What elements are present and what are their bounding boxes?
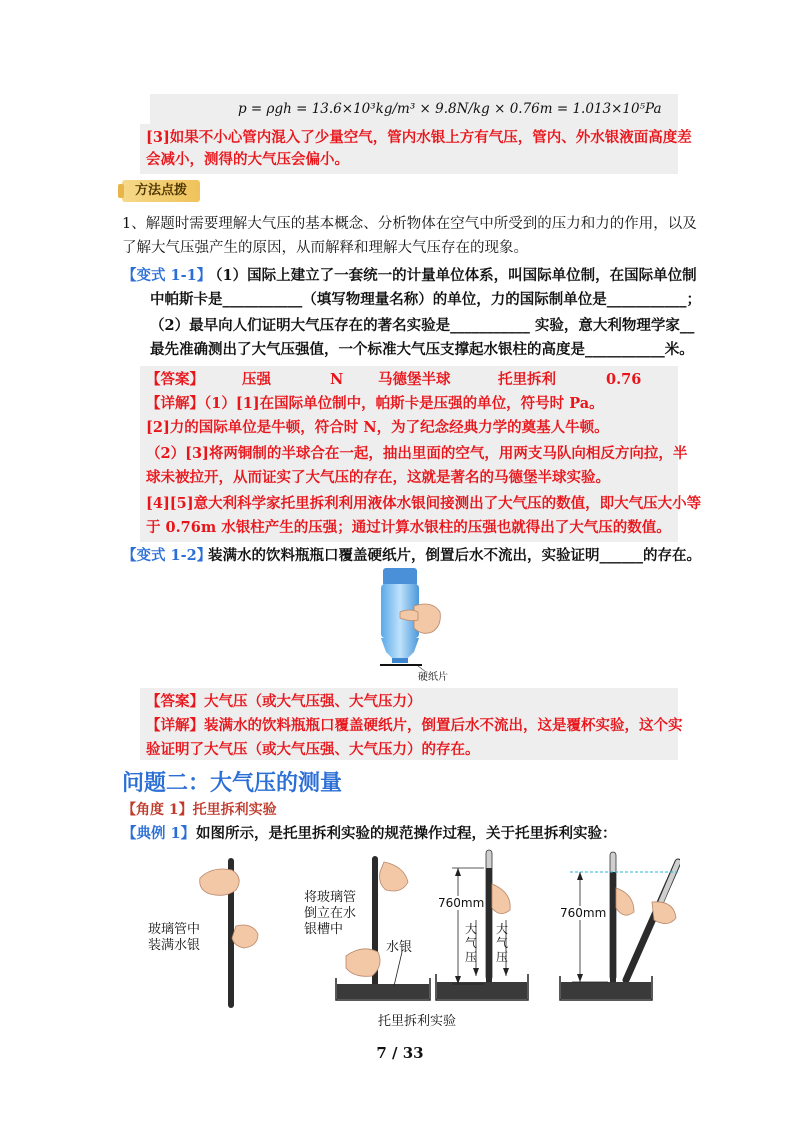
variant-1-2-text: 装满水的饮料瓶瓶口覆盖硬纸片，倒置后水不流出，实验证明______的存在。 (208, 547, 701, 564)
example-1-text: 如图所示，是托里拆利实验的规范操作过程，关于托里拆利实验： (196, 825, 617, 842)
variant-1-1-line2: 中帕斯卡是___________（填写物理量名称）的单位，力的国际制单位是___________； (150, 291, 701, 308)
method-line2: 了解大气压强产生的原因，从而解释和理解大气压存在的现象。 (122, 240, 528, 256)
method-badge: 方法点拨 (122, 180, 200, 202)
formula-text: p = ρgh = 13.6×10³kg/m³ × 9.8N/kg × 0.76m = 1.013×10⁵Pa (238, 101, 662, 117)
detail-1-1-line6: 于 0.76m 水银柱产生的压强；通过计算水银柱的压强也就得出了大气压的数值。 (146, 519, 671, 536)
figure-caption: 托里拆利实验 (378, 1014, 457, 1029)
detail-1-1-line3: （2）[3]将两铜制的半球合在一起，抽出里面的空气，用两支马队向相反方向拉，半 (146, 445, 688, 462)
answer-1-2-line3: 验证明了大气压（或大气压强、大气压力）的存在。 (146, 741, 480, 758)
figure-label-b1: 将玻璃管 (304, 890, 357, 905)
figure-label-atm-left: 大气压 (465, 922, 478, 964)
variant-1-1-line1: （1）国际上建立了一套统一的计量单位体系，叫国际单位制，在国际单位制 (208, 267, 697, 284)
note3-line2: 会减小，测得的大气压会偏小。 (146, 151, 349, 168)
answer-1-2-line1: 【答案】大气压（或大气压强、大气压力） (146, 693, 422, 710)
figure-label-b2: 倒立在水 (304, 906, 357, 921)
figure-label-a2: 装满水银 (148, 938, 201, 953)
variant-1-1-line4: 最先准确测出了大气压强值，一个标准大气压支撑起水银柱的高度是___________米。 (150, 341, 694, 358)
inverted-bottle-figure (370, 566, 470, 682)
detail-1-1-line1: 【详解】（1）[1]在国际单位制中，帕斯卡是压强的单位，符号时 Pa。 (146, 395, 604, 412)
angle-1-label: 【角度 1】托里拆利实验 (122, 802, 277, 818)
figure-label-mercury: 水银 (386, 940, 413, 955)
torricelli-figure (140, 848, 680, 1018)
example-1-tag: 【典例 1】 (122, 825, 196, 842)
figure-label-760-right: 760mm (560, 906, 607, 920)
variant-1-2-tag: 【变式 1-2】 (122, 547, 212, 564)
answer-1-2-line2: 【详解】装满水的饮料瓶瓶口覆盖硬纸片，倒置后水不流出，这是覆杯实验，这个实 (146, 717, 683, 734)
figure-label-a1: 玻璃管中 (148, 922, 201, 937)
note3-line1: [3]如果不小心管内混入了少量空气，管内水银上方有气压，管内、外水银液面高度差 (146, 129, 692, 146)
detail-1-1-line5: [4][5]意大利科学家托里拆利利用液体水银间接测出了大气压的数值，即大气压大小等 (146, 495, 702, 512)
answer-1-1-tag: 【答案】 (146, 371, 204, 388)
section-heading: 问题二：大气压的测量 (122, 771, 343, 796)
figure-label-atm-right: 大气压 (496, 922, 509, 964)
answer-1-1-a3: 马德堡半球 (378, 371, 451, 388)
answer-1-1-a2: N (330, 371, 344, 388)
detail-1-1-line4: 球未被拉开，从而证实了大气压的存在，这就是著名的马德堡半球实验。 (146, 469, 610, 486)
figure-label-760-left: 760mm (438, 896, 485, 910)
cardboard-label: 硬纸片 (418, 672, 448, 683)
variant-1-1-line3: （2）最早向人们证明大气压存在的著名实验是___________ 实验，意大利物理学家__ (150, 317, 695, 334)
detail-1-1-line2: [2]力的国际单位是牛顿，符合时 N，为了纪念经典力学的奠基人牛顿。 (146, 419, 609, 436)
answer-1-1-a5: 0.76 (606, 371, 642, 388)
method-line1: 1、解题时需要理解大气压的基本概念、分析物体在空气中所受到的压力和力的作用，以及 (122, 216, 697, 232)
answer-1-1-a4: 托里拆利 (498, 371, 556, 388)
page-number: 7 / 33 (376, 1044, 424, 1062)
variant-1-1-tag: 【变式 1-1】 (122, 267, 212, 284)
answer-1-1-a1: 压强 (242, 371, 271, 388)
figure-label-b3: 银槽中 (304, 922, 344, 937)
